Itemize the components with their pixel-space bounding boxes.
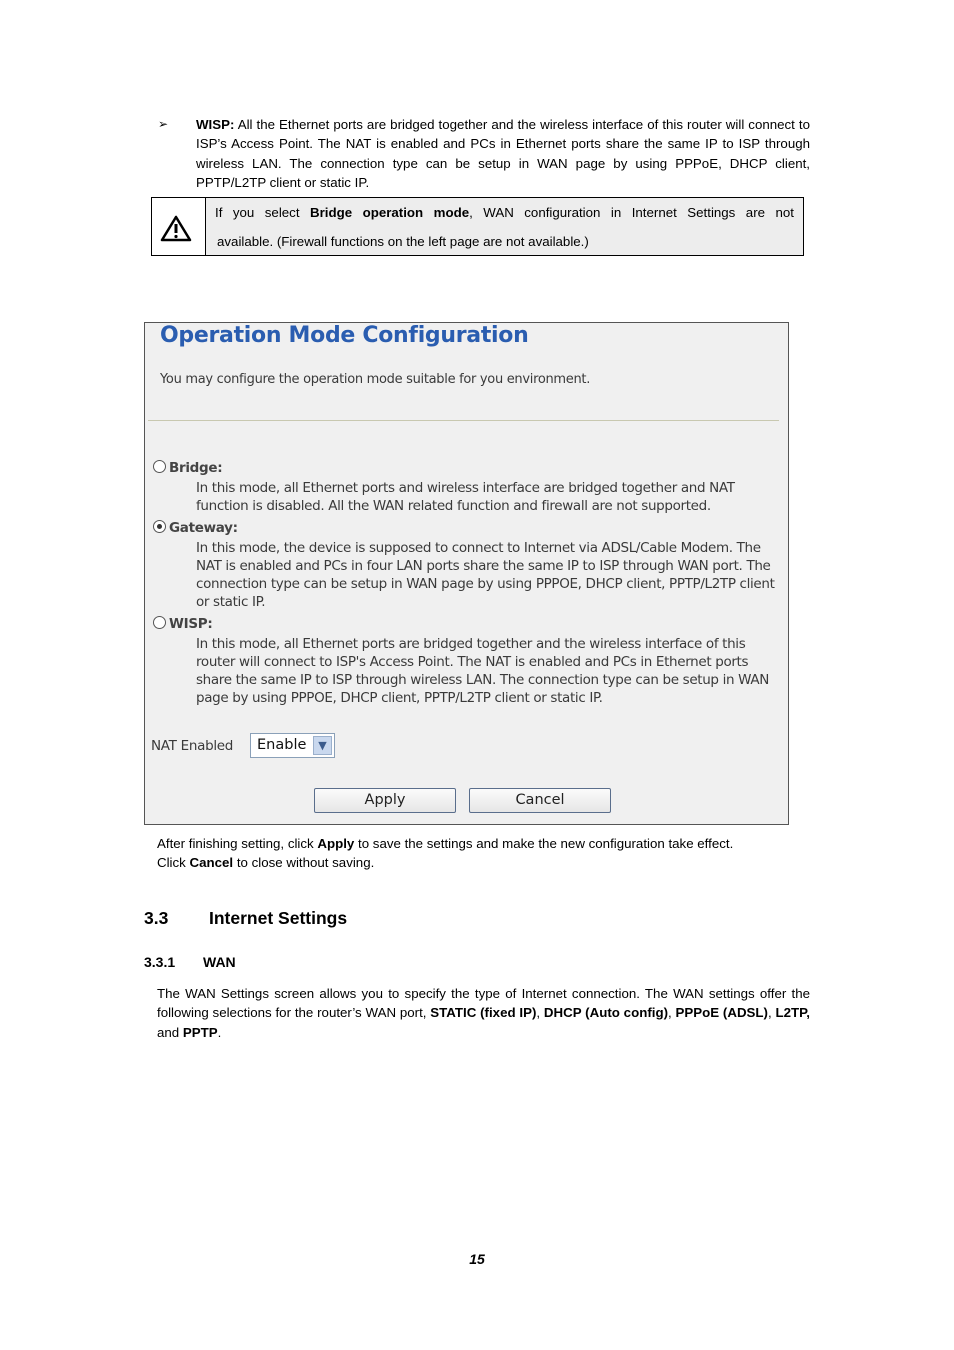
nat-enabled-value: Enable — [257, 737, 307, 753]
wan-text-5: and — [157, 1024, 183, 1040]
bullet-marker: ➢ — [158, 117, 169, 131]
apply-button[interactable]: Apply — [314, 788, 456, 813]
wisp-paragraph — [196, 115, 810, 192]
section-heading — [144, 908, 347, 929]
operation-mode-screenshot — [144, 322, 789, 825]
radio-button-gateway[interactable] — [153, 520, 166, 533]
bridge-description: In this mode, all Ethernet ports and wireless interface are bridged together and NAT function is disabled. All the WAN related function and firewall are not supported. — [196, 480, 735, 514]
wan-bold-dhcp: DHCP (Auto config) — [543, 1005, 668, 1021]
page-subtitle: You may configure the operation mode suitable for you environment. — [160, 372, 591, 387]
cancel-button[interactable]: Cancel — [469, 788, 611, 813]
after-bold-cancel: Cancel — [189, 855, 234, 871]
note-pre: If you select — [215, 205, 310, 220]
divider — [148, 420, 779, 421]
radio-label-bridge: Bridge: — [169, 460, 223, 476]
note-line-1 — [215, 205, 794, 220]
wan-text-2: , — [536, 1005, 544, 1021]
note-text — [206, 198, 803, 255]
note-line-2: available. (Firewall functions on the left page are not available.) — [217, 234, 589, 249]
wisp-text: All the Ethernet ports are bridged together and the wireless interface of this router will connect to ISP’s Access Point. The NAT is enabled and PCs in Ethernet ports share the same IP to ISP through wireless LAN. The connection type can be setup in WAN page by using PPPoE, DHCP client, PPTP/L2TP client or static IP. — [196, 117, 810, 190]
radio-gateway[interactable] — [153, 520, 238, 536]
after-text-1: After finishing setting, click — [157, 836, 318, 851]
note-box — [151, 197, 804, 256]
nat-enabled-select[interactable] — [250, 733, 335, 758]
note-post: , WAN configuration in Internet Settings are not — [469, 205, 794, 220]
radio-label-gateway: Gateway: — [169, 520, 238, 536]
subsection-title: WAN — [203, 954, 236, 970]
page-title: Operation Mode Configuration — [160, 323, 529, 348]
radio-bridge[interactable] — [153, 460, 222, 476]
nat-enabled-label: NAT Enabled — [151, 738, 234, 754]
radio-button-wisp[interactable] — [153, 616, 166, 629]
radio-label-wisp: WISP: — [169, 616, 213, 632]
chevron-down-icon[interactable]: ▼ — [313, 736, 332, 755]
wan-text-3: , — [668, 1005, 676, 1021]
after-text-2: to save the settings and make the new configuration take effect. — [354, 836, 734, 851]
section-number: 3.3 — [144, 908, 169, 928]
subsection-number: 3.3.1 — [144, 954, 176, 970]
section-title: Internet Settings — [209, 908, 348, 928]
wan-paragraph — [157, 984, 810, 1042]
wan-text-6: . — [217, 1024, 222, 1040]
wan-text-4: , — [767, 1005, 776, 1021]
radio-wisp[interactable] — [153, 616, 212, 632]
wan-bold-static: STATIC (fixed IP) — [430, 1005, 537, 1021]
page-number: 15 — [469, 1251, 485, 1267]
note-icon-cell — [152, 198, 206, 255]
note-bold: Bridge operation mode — [310, 205, 470, 220]
wisp-description: In this mode, all Ethernet ports are bridged together and the wireless interface of this router will connect to ISP's Access Point. The NAT is enabled and PCs in Ethernet ports share the same IP to ISP through wireless LAN. The connection type can be setup in WAN page by using PPPOE, DHCP client, PPTP/L2TP client or static IP. — [196, 636, 770, 706]
gateway-description: In this mode, the device is supposed to connect to Internet via ADSL/Cable Modem. The NAT is enabled and PCs in four LAN ports share the same IP to ISP through WAN port. The connection type can be setup in WAN page by using PPPOE, DHCP client, PPTP/L2TP client or static IP. — [196, 540, 775, 610]
after-setting-paragraph — [157, 834, 817, 873]
wan-text-1: The WAN Settings screen allows you to specify the type of Internet connection. The WAN settings offer the following selections for the router’s WAN port, — [157, 986, 810, 1021]
wan-bold-l2tp: L2TP, — [775, 1005, 810, 1021]
wan-bold-pppoe: PPPoE (ADSL) — [675, 1005, 768, 1021]
radio-button-bridge[interactable] — [153, 460, 166, 473]
after-bold-apply: Apply — [317, 836, 355, 851]
subsection-heading — [144, 954, 236, 970]
after-text-3: Click — [157, 855, 190, 871]
wisp-term: WISP: — [196, 117, 235, 132]
wan-bold-pptp: PPTP — [182, 1024, 218, 1040]
warning-icon — [152, 198, 205, 255]
after-text-4: to close without saving. — [233, 855, 375, 871]
